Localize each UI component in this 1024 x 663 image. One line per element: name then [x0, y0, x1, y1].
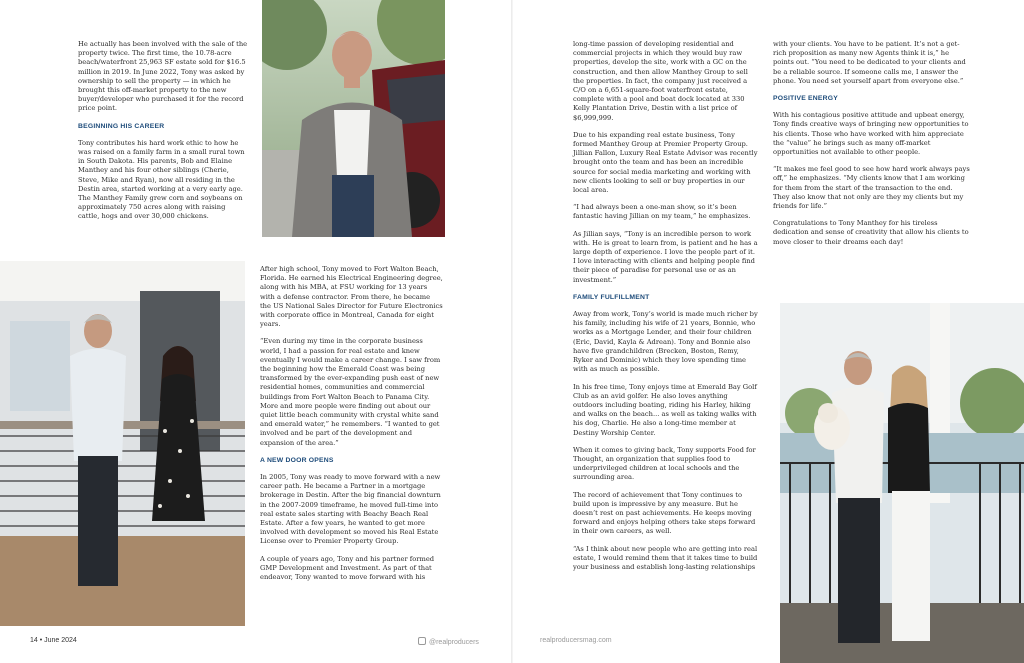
paragraph: “It makes me feel good to see how hard work always pays off,” he emphasizes. “My clients know that I am working for them from the start of the transaction to the end. They also know that not only are they my clients but my friends for life.” [773, 165, 970, 211]
photo-tony-and-jillian [0, 261, 245, 626]
website: realproducersmag.com [540, 637, 612, 644]
paragraph: He actually has been involved with the sale of the property twice. The first time, the 10.78-acre beach/waterfront 25,963 SF estate sold for $16.5 million in 2019. In June 2022, Tony was asked by ownership to sell the property — in which he brought this off-market property to the new buyer/developer who purchased it for the record price point. [78, 40, 248, 113]
photo-tony-and-bonnie-with-dog [780, 303, 1024, 663]
paragraph: “Even during my time in the corporate business world, I had a passion for real estate and knew eventually I would make a career change. I saw from the beginning how the Emerald Coast was being transformed by the ever-expanding push east of new residential homes, communities and commercial buildings from Fort Walton Beach to Panama City. More and more people were finding out about our quiet little beach community with crystal white sand and emerald water,” he remembers. “I wanted to get involved and be part of the development and expansion of the area.” [260, 337, 441, 447]
paragraph: A couple of years ago, Tony and his partner formed GMP Development and Investment. As part of that endeavor, Tony wanted to move forward with his [260, 554, 435, 582]
paragraph: “As I think about new people who are getting into real estate, I would remind them that it takes time to build your business and establish long-lasting relationships [573, 544, 758, 571]
paragraph: Tony contributes his hard work ethic to how he was raised on a family farm in a small rural town in South Dakota. His parents, Bob and Elaine Manthey and his four other siblings (Cherie, Steve, Mike and Ryan), now all residing in the Destin area, started working at a very early age. The Manthey Family grew corn and soybeans on approximately 750 acres along with raising cattle, hogs and over 30,000 chickens. [78, 138, 245, 221]
photo-illustration [780, 303, 1024, 663]
social-handle [418, 637, 479, 646]
heading-positive-energy: POSITIVE ENERGY [773, 95, 838, 103]
right-column-4 [773, 40, 971, 255]
paragraph: Away from work, Tony’s world is made much richer by his family, including his wife of 21 years, Bonnie, who works as a Mortgage Lender, and their four children (Eric, David, Kayla & Adrean). Tony and Bonnie also have five grandchildren (Brecken, Boston, Remy, Ryker and Dominic) which they love spending time with as much as possible. [573, 310, 758, 374]
paragraph: with your clients. You have to be patient. It’s not a get-rich proposition as many new Agents think it is,” he points out. “You need to be dedicated to your clients and be a reliable source. If someone calls me, I answer the phone. You need set yourself apart from everyone else.” [773, 40, 966, 85]
photo-tony-by-car [262, 0, 445, 237]
paragraph: With his contagious positive attitude and upbeat energy, Tony finds creative ways of bringing new opportunities to his clients. Those who have worked with him appreciate the “value” he brings such as many off-market opportunities not available to other people. [773, 111, 969, 157]
paragraph: When it comes to giving back, Tony supports Food for Thought, an organization that supplies food to underprivileged children at local schools and the surrounding area. [573, 445, 756, 482]
page-gutter [511, 0, 513, 663]
photo-illustration [0, 261, 245, 626]
paragraph: The record of achievement that Tony continues to build upon is impressive by any measure. But he doesn’t rest on past achievements. He keeps moving forward and enjoys helping others take steps forward in their own careers, as well. [573, 490, 756, 536]
right-column-3 [573, 40, 759, 580]
left-column-1 [78, 40, 248, 230]
paragraph: As Jillian says, “Tony is an incredible person to work with. He is great to learn from, is patient and he has a large depth of experience. I love the people part of it. I love interacting with clients and helping people find their piece of paradise for personal use or as an investment.” [573, 229, 758, 284]
heading-beginning-career: BEGINNING HIS CAREER [78, 122, 165, 130]
instagram-icon [418, 637, 426, 645]
paragraph: long-time passion of developing residential and commercial projects in which they would buy raw properties, develop the site, work with a GC on the construction, and then allow Manthey Group to sell the properties. In fact, the company just received a C/O on a 6,651-square-foot waterfront estate, complete with a pool and boat dock located at 330 Kelly Plantation Drive, Destin with a list price of $6,999,999. [573, 40, 748, 122]
heading-new-door-opens: A NEW DOOR OPENS [260, 456, 334, 464]
paragraph: Due to his expanding real estate business, Tony formed Manthey Group at Premier Property Group. Jillian Fallon, Luxury Real Estate Advisor was recently brought onto the team and has been an incredible source for social media marketing and working with new clients looking to sell or buy properties in our local area. [573, 130, 758, 195]
left-column-2 [260, 265, 443, 590]
heading-family-fulfillment: FAMILY FULFILLMENT [573, 293, 650, 301]
paragraph: “I had always been a one-man show, so it’s been fantastic having Jillian on my team,” he emphasizes. [573, 203, 751, 221]
social-handle-text: @realproducers [429, 639, 479, 646]
page-number: 14 • June 2024 [30, 637, 77, 644]
photo-illustration [262, 0, 445, 237]
paragraph: In his free time, Tony enjoys time at Emerald Bay Golf Club as an avid golfer. He also loves anything outdoors including boating, riding his Harley, hiking and walks on the beach... as well as taking walks with his dog, Charlie. He also a long-time member at Destiny Worship Center. [573, 382, 757, 437]
paragraph: Congratulations to Tony Manthey for his tireless dedication and sense of creativity that allow his clients to move closer to their dreams each day! [773, 219, 969, 246]
paragraph: In 2005, Tony was ready to move forward with a new career path. He became a Partner in a mortgage brokerage in Destin. After the big financial downturn in the 2007-2009 timeframe, he moved full-time into real estate sales starting with Beachy Beach Real Estate. After a few years, he wanted to get more involved with development so moved his Real Estate License over to Premier Property Group. [260, 473, 441, 546]
paragraph: After high school, Tony moved to Fort Walton Beach, Florida. He earned his Electrical Engineering degree, along with his MBA, at FSU working for 13 years with a defense contractor. From there, he became the US National Sales Director for Future Electronics with corporate office in Montreal, Canada for eight years. [260, 265, 443, 329]
